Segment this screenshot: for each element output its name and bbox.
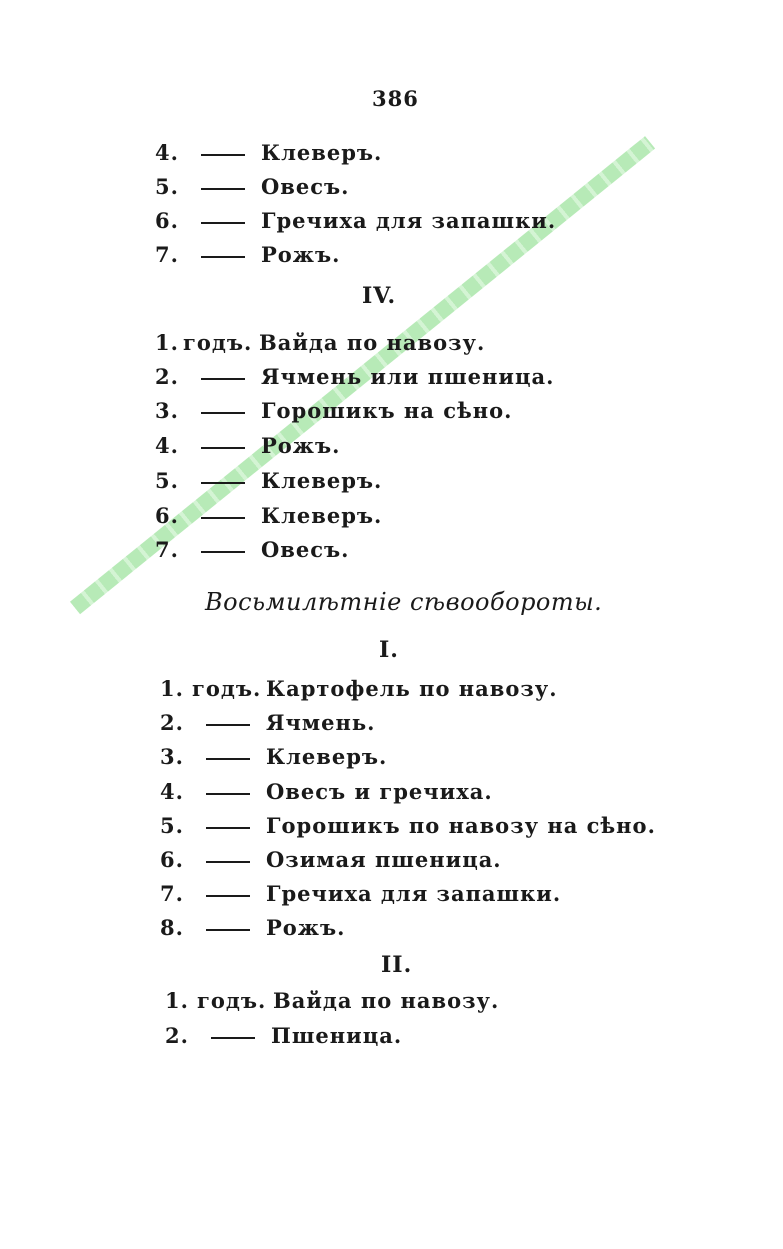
item-text: Овесъ. xyxy=(261,174,350,199)
item-number: 2. xyxy=(165,1023,189,1048)
item-number: 5. xyxy=(155,174,179,199)
item-text: Ячмень. xyxy=(266,710,376,735)
item-text: Рожъ. xyxy=(261,433,341,458)
item-text: Озимая пшеница. xyxy=(266,847,502,872)
item-number: 5. xyxy=(160,813,184,838)
item-text: Клеверъ. xyxy=(261,503,383,528)
list-item xyxy=(160,879,561,909)
item-text: Овесъ и гречиха. xyxy=(266,779,493,804)
list-item xyxy=(160,674,558,704)
list-item xyxy=(165,1021,402,1051)
dash-mark xyxy=(206,827,250,829)
list-item xyxy=(155,240,340,270)
list-item xyxy=(155,501,382,531)
item-text: Рожъ. xyxy=(261,242,341,267)
item-number: 2. xyxy=(160,710,184,735)
section-title: Восьмилѣтніе сѣвообороты. xyxy=(205,588,603,616)
dash-mark xyxy=(201,412,245,414)
dash-mark xyxy=(211,1037,255,1039)
item-text: Вайда по навозу. xyxy=(259,330,486,355)
dash-mark xyxy=(201,447,245,449)
list-item xyxy=(160,811,656,841)
item-number: 8. xyxy=(160,915,184,940)
item-number: 4. xyxy=(160,779,184,804)
dash-mark xyxy=(201,482,245,484)
item-text: Горошикъ на сѣно. xyxy=(261,398,513,423)
item-text: Вайда по навозу. xyxy=(273,988,500,1013)
item-year: годъ. xyxy=(183,330,253,355)
item-number: 4. xyxy=(155,140,179,165)
item-text: Клеверъ. xyxy=(261,468,383,493)
dash-mark xyxy=(201,517,245,519)
list-item xyxy=(160,708,375,738)
heading-rotation-ii: II. xyxy=(381,952,413,978)
dash-mark xyxy=(201,154,245,156)
item-number: 1. xyxy=(160,676,184,701)
dash-mark xyxy=(206,895,250,897)
item-number: 7. xyxy=(155,242,179,267)
item-text: Овесъ. xyxy=(261,537,350,562)
list-item xyxy=(155,138,382,168)
item-number: 3. xyxy=(155,398,179,423)
item-number: 5. xyxy=(155,468,179,493)
item-number: 6. xyxy=(155,208,179,233)
dash-mark xyxy=(206,861,250,863)
item-number: 3. xyxy=(160,744,184,769)
list-item xyxy=(160,913,345,943)
dash-mark xyxy=(201,378,245,380)
list-item xyxy=(155,328,485,358)
item-number: 6. xyxy=(155,503,179,528)
dash-mark xyxy=(201,256,245,258)
list-item xyxy=(155,466,382,496)
item-text: Картофель по навозу. xyxy=(266,676,558,701)
item-number: 1. xyxy=(165,988,189,1013)
list-item xyxy=(155,535,349,565)
item-text: Клеверъ. xyxy=(261,140,383,165)
item-number: 2. xyxy=(155,364,179,389)
item-number: 4. xyxy=(155,433,179,458)
dash-mark xyxy=(201,188,245,190)
dash-mark xyxy=(206,758,250,760)
item-number: 7. xyxy=(155,537,179,562)
dash-mark xyxy=(201,222,245,224)
item-text: Горошикъ по навозу на сѣно. xyxy=(266,813,656,838)
list-item xyxy=(165,986,499,1016)
item-text: Пшеница. xyxy=(271,1023,403,1048)
dash-mark xyxy=(206,724,250,726)
item-text: Гречиха для запашки. xyxy=(261,208,557,233)
list-item xyxy=(155,206,556,236)
item-number: 6. xyxy=(160,847,184,872)
list-item xyxy=(160,845,502,875)
dash-mark xyxy=(206,793,250,795)
item-text: Рожъ. xyxy=(266,915,346,940)
item-text: Клеверъ. xyxy=(266,744,388,769)
list-item xyxy=(160,742,387,772)
item-year: годъ. xyxy=(197,988,267,1013)
dash-mark xyxy=(206,929,250,931)
heading-rotation-i: I. xyxy=(379,637,399,663)
item-number: 1. xyxy=(155,330,179,355)
page-number: 386 xyxy=(372,86,419,111)
list-item xyxy=(160,777,493,807)
list-item xyxy=(155,172,349,202)
item-year: годъ. xyxy=(192,676,262,701)
item-number: 7. xyxy=(160,881,184,906)
item-text: Ячмень или пшеница. xyxy=(261,364,555,389)
dash-mark xyxy=(201,551,245,553)
list-item xyxy=(155,396,512,426)
list-item xyxy=(155,431,340,461)
heading-rotation-iv: IV. xyxy=(362,283,397,309)
list-item xyxy=(155,362,554,392)
item-text: Гречиха для запашки. xyxy=(266,881,562,906)
